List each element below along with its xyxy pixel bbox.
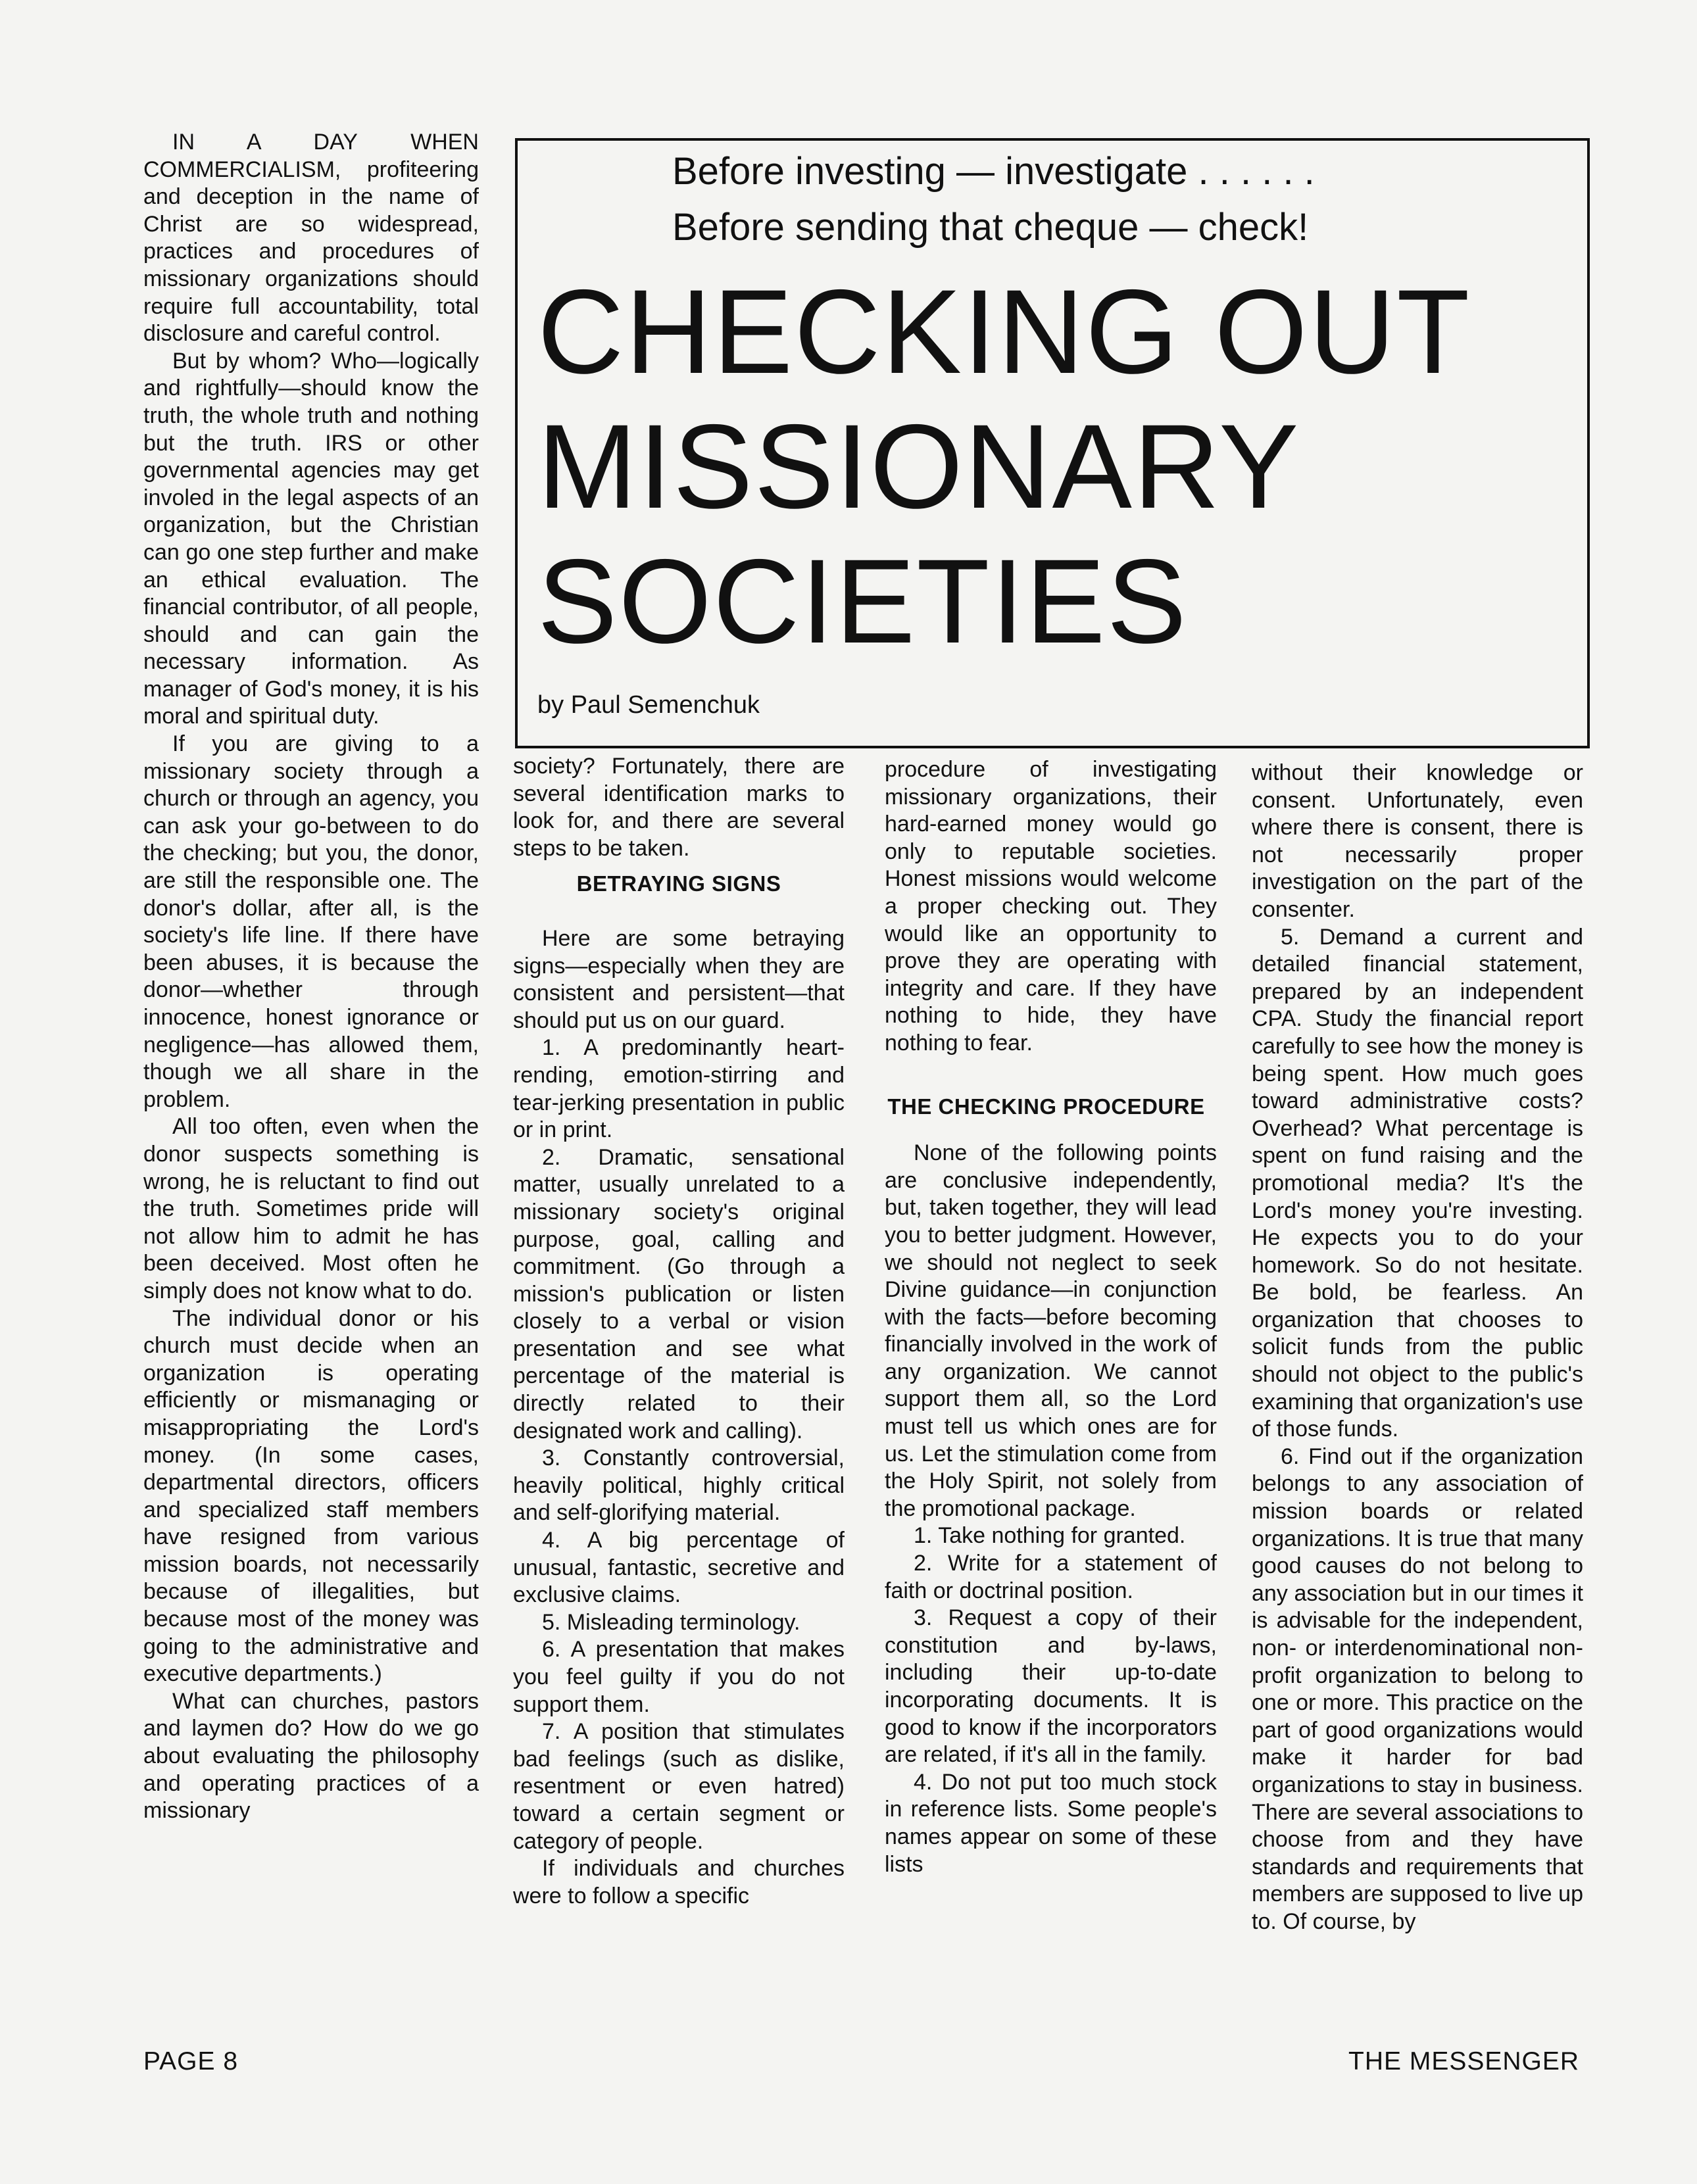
- paragraph: society? Fortunately, there are several identification marks to look for, and there are several steps to be taken.: [513, 754, 845, 861]
- list-item: 3. Request a copy of their constitution and by-laws, including their up-to-date incorporating documents. It is good to know if the incorporators are related, if it's all in the family.: [885, 1605, 1217, 1768]
- paragraph: What can churches, pastors and laymen do? How do we go about evaluating the philosophy and operating practices of a missionary: [143, 1688, 479, 1824]
- list-item: 3. Constantly controversial, heavily political, highly critical and self-glorifying material.: [513, 1445, 845, 1526]
- paragraph: If individuals and churches were to follow a specific: [513, 1856, 845, 1908]
- article-title-line-3: SOCIETIES: [537, 534, 1188, 668]
- paragraph: without their knowledge or consent. Unfortunately, even where there is consent, there is not necessarily proper investigation on the part of the consenter.: [1252, 760, 1583, 922]
- list-item: 2. Dramatic, sensational matter, usually unrelated to a missionary society's original purpose, goal, calling and commitment. (Go through a mission's publication or listen closely to a verbal or vision presentation and see what percentage of the material is directly related to their designated work and calling).: [513, 1144, 845, 1444]
- article-column-3: [885, 756, 1217, 1878]
- page-number: PAGE 8: [143, 2047, 239, 2075]
- list-item: 5. Misleading terminology.: [542, 1609, 800, 1635]
- list-item: 1. A predominantly heart-rending, emotion-stirring and tear-jerking presentation in public or in print.: [513, 1035, 845, 1143]
- paragraph: Here are some betraying signs—especially when they are consistent and persistent—that should put us on our guard.: [513, 925, 845, 1033]
- paragraph: The individual donor or his church must decide when an organization is operating efficiently or mismanaging or misappropriating the Lord's money. (In some cases, departmental directors, officers and specialized staff members have resigned from various mission boards, not necessarily because of illegalities, but because most of the money was going to the administrative and executive departments.): [143, 1305, 479, 1687]
- paragraph: procedure of investigating missionary organizations, their hard-earned money would go only to reputable societies. Honest missions would welcome a proper checking out. They would like an opportunity to prove they are operating with integrity and care. If they have nothing to hide, they have nothing to fear.: [885, 757, 1217, 1056]
- article-title-line-2: MISSIONARY: [537, 399, 1300, 533]
- list-item: 4. Do not put too much stock in reference lists. Some people's names appear on some of these lists: [885, 1769, 1217, 1877]
- paragraph: If you are giving to a missionary society through a church or through an agency, you can ask your go-between to do the checking; but you, the donor, are still the responsible one. The donor's dollar, after all, is the society's life line. If there have been abuses, it is because the donor—whether through innocence, honest ignorance or negligence—has allowed them, though we all share in the problem.: [143, 731, 479, 1112]
- tagline-investigate: Before investing — investigate . . . . . .: [672, 150, 1315, 193]
- paragraph: But by whom? Who—logically and rightfully—should know the truth, the whole truth and nothing but the truth. IRS or other governmental agencies may get involed in the legal aspects of an organization, but the Christian can go one step further and make an ethical evaluation. The financial contributor, of all people, should and can gain the necessary information. As manager of God's money, it is his moral and spiritual duty.: [143, 348, 479, 729]
- paragraph: All too often, even when the donor suspects something is wrong, he is reluctant to find out the truth. Sometimes pride will not allow him to admit he has been deceived. Most often he simply does not know what to do.: [143, 1114, 479, 1303]
- paragraph: None of the following points are conclusive independently, but, taken together, they will lead you to better judgment. However, we should not neglect to seek Divine guidance—in conjunction with the facts—before becoming financially involved in the work of any organization. We cannot support them all, so the Lord must tell us which ones are for us. Let the stimulation come from the Holy Spirit, not solely from the promotional package.: [885, 1140, 1217, 1521]
- article-column-2: [513, 753, 845, 1910]
- list-item: 2. Write for a statement of faith or doctrinal position.: [885, 1551, 1217, 1603]
- byline: by Paul Semenchuk: [537, 691, 760, 719]
- section-heading-betraying-signs: BETRAYING SIGNS: [576, 871, 781, 896]
- paragraph: IN A DAY WHEN COMMERCIALISM, profiteering and deception in the name of Christ are so widespread, practices and procedures of missionary organizations should require full accountability, total disclosure and careful control.: [143, 130, 479, 347]
- magazine-name: THE MESSENGER: [1348, 2047, 1580, 2075]
- article-column-4: [1252, 760, 1583, 1936]
- section-heading-checking-procedure: THE CHECKING PROCEDURE: [887, 1094, 1205, 1119]
- list-item: 1. Take nothing for granted.: [914, 1523, 1186, 1549]
- list-item: 4. A big percentage of unusual, fantastic, secretive and exclusive claims.: [513, 1528, 845, 1608]
- article-column-1: [143, 129, 479, 1825]
- tagline-check: Before sending that cheque — check!: [672, 206, 1309, 249]
- article-title-line-1: CHECKING OUT: [537, 264, 1471, 399]
- title-box: [515, 138, 1590, 748]
- list-item: 6. Find out if the organization belongs to any association of mission boards or related organizations. It is true that many good causes do not belong to any association but in our times it is advisable for the independent, non- or interdenominational non-profit organization to belong to one or more. This practice on the part of good organizations would make it harder for bad organizations to stay in business. There are several associations to choose from and they have standards and requirements that members are supposed to live up to. Of course, by: [1252, 1444, 1583, 1934]
- list-item: 5. Demand a current and detailed financial statement, prepared by an independent CPA. Study the financial report carefully to see how the money is being spent. How much goes toward administrative costs? Overhead? What percentage is spent on fund raising and the promotional media? It's the Lord's money you're investing. He expects you to do your homework. So do not hesitate. Be bold, be fearless. An organization that chooses to solicit funds from the public should not object to the public's examining that organization's use of those funds.: [1252, 924, 1583, 1442]
- list-item: 7. A position that stimulates bad feelings (such as dislike, resentment or even hatred) toward a certain segment or category of people.: [513, 1719, 845, 1854]
- list-item: 6. A presentation that makes you feel guilty if you do not support them.: [513, 1637, 845, 1717]
